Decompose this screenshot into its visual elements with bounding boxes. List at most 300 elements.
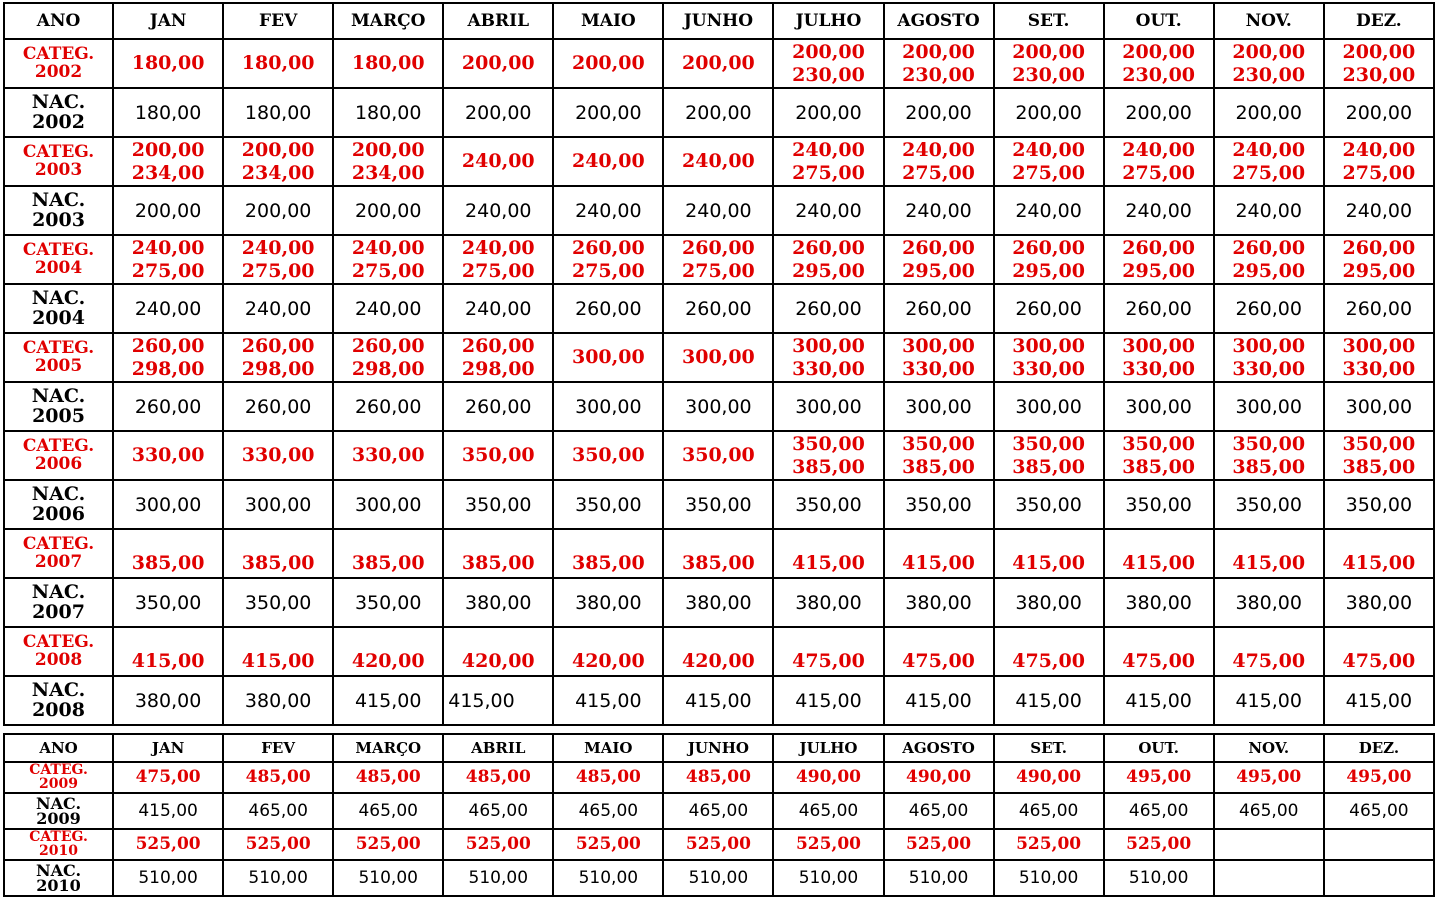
value-line: 420,00 [351, 650, 425, 673]
value-cell [113, 235, 223, 284]
value-line: 415,00 [905, 689, 972, 712]
value-cell [1324, 480, 1434, 529]
row-label-line: CATEG. [29, 829, 88, 846]
row-label-line: 2004 [34, 257, 83, 278]
value-cell [1214, 382, 1324, 431]
value-line: 415,00 [1232, 552, 1306, 575]
value-cell [1324, 829, 1434, 860]
value-cell [333, 235, 443, 284]
value-line: 200,00 [351, 138, 425, 161]
row-label [4, 529, 113, 578]
value-line: 525,00 [685, 834, 751, 855]
value-cell [1104, 284, 1214, 333]
value-line: 200,00 [1125, 101, 1192, 124]
value-line: 240,00 [244, 297, 312, 320]
value-cell [884, 137, 994, 186]
value-line: 295,00 [1342, 259, 1416, 282]
value-line: 350,00 [465, 493, 532, 516]
value-line: 275,00 [902, 161, 975, 184]
value-line: 260,00 [1122, 236, 1196, 259]
header-cell-month: MAIO [553, 3, 663, 39]
value-cell [443, 627, 553, 676]
value-line: 240,00 [354, 297, 422, 320]
value-cell [443, 235, 553, 284]
value-cell [663, 860, 773, 896]
value-line: 200,00 [1122, 40, 1196, 63]
value-cell [1324, 676, 1434, 725]
nacional-row [4, 88, 1434, 137]
value-line: 415,00 [1342, 552, 1416, 575]
value-line: 200,00 [792, 40, 865, 63]
header-cell-month: JULHO [773, 734, 883, 762]
value-line: 380,00 [134, 689, 202, 712]
value-cell [1104, 186, 1214, 235]
value-line: 465,00 [248, 801, 308, 821]
value-cell [663, 186, 773, 235]
value-line: 275,00 [682, 259, 755, 282]
value-cell [884, 39, 994, 88]
value-cell [113, 676, 223, 725]
value-cell [773, 333, 883, 382]
row-label [4, 676, 113, 725]
value-cell [443, 333, 553, 382]
row-label-line: NAC. [31, 678, 86, 701]
value-line: 180,00 [354, 101, 422, 124]
value-line: 525,00 [245, 834, 311, 855]
value-line: 490,00 [906, 767, 972, 788]
value-cell [443, 860, 553, 896]
value-line: 240,00 [905, 199, 972, 222]
value-line: 415,00 [448, 689, 515, 712]
header-cell-month: OUT. [1104, 3, 1214, 39]
value-cell [443, 137, 553, 186]
header-cell-month: ABRIL [443, 3, 553, 39]
value-line: 200,00 [134, 199, 202, 222]
value-cell [223, 627, 333, 676]
row-label-line: 2002 [32, 110, 85, 133]
value-line: 415,00 [575, 689, 642, 712]
value-cell [223, 333, 333, 382]
value-line: 510,00 [1128, 868, 1189, 888]
value-line: 380,00 [575, 591, 642, 614]
value-line: 350,00 [1012, 432, 1085, 455]
value-cell [223, 39, 333, 88]
value-line: 465,00 [1349, 801, 1409, 821]
value-line: 180,00 [244, 101, 312, 124]
value-line: 350,00 [1125, 493, 1192, 516]
value-cell [553, 793, 663, 829]
value-cell [994, 480, 1104, 529]
value-line: 260,00 [905, 297, 972, 320]
value-cell [443, 762, 553, 793]
row-label-line: NAC. [31, 286, 86, 309]
value-cell [1214, 529, 1324, 578]
value-cell [773, 860, 883, 896]
value-line: 200,00 [682, 52, 755, 75]
value-line: 180,00 [241, 52, 315, 75]
row-label [4, 235, 113, 284]
header-row [4, 734, 1434, 762]
value-line: 230,00 [792, 63, 865, 86]
value-line: 260,00 [244, 395, 312, 418]
value-line: 300,00 [575, 395, 642, 418]
value-cell [553, 762, 663, 793]
value-cell [553, 529, 663, 578]
value-line: 234,00 [131, 161, 205, 184]
value-cell [1214, 333, 1324, 382]
value-line: 240,00 [682, 150, 755, 173]
value-cell [553, 431, 663, 480]
row-label [4, 578, 113, 627]
value-line: 465,00 [908, 801, 969, 821]
value-cell [1214, 676, 1324, 725]
nacional-row [4, 793, 1434, 829]
value-line: 385,00 [902, 455, 975, 478]
row-label [4, 829, 113, 860]
value-cell [443, 480, 553, 529]
value-cell [884, 284, 994, 333]
value-line: 260,00 [571, 236, 645, 259]
value-line: 275,00 [241, 259, 315, 282]
value-line: 200,00 [1232, 40, 1306, 63]
value-line: 295,00 [1122, 259, 1196, 282]
value-line: 275,00 [1122, 161, 1196, 184]
row-label-line: CATEG. [22, 631, 95, 652]
value-cell [1104, 578, 1214, 627]
value-cell [884, 88, 994, 137]
value-line: 260,00 [792, 236, 865, 259]
value-cell [994, 860, 1104, 896]
value-cell [113, 39, 223, 88]
value-cell [1104, 333, 1214, 382]
value-cell [884, 382, 994, 431]
value-cell [773, 480, 883, 529]
value-line: 415,00 [792, 552, 865, 575]
value-line: 260,00 [465, 395, 532, 418]
value-cell [994, 235, 1104, 284]
value-line: 350,00 [1345, 493, 1413, 516]
value-line: 415,00 [1012, 552, 1085, 575]
value-line: 240,00 [575, 199, 642, 222]
value-cell [113, 186, 223, 235]
value-line: 485,00 [355, 767, 421, 788]
value-line: 510,00 [358, 868, 418, 888]
value-line: 525,00 [575, 834, 641, 855]
row-label-line: NAC. [31, 384, 86, 407]
value-line: 230,00 [1122, 63, 1196, 86]
value-line: 200,00 [354, 199, 422, 222]
value-line: 200,00 [465, 101, 532, 124]
value-line: 298,00 [461, 357, 535, 380]
value-line: 350,00 [1122, 432, 1196, 455]
row-label-line: CATEG. [22, 533, 95, 554]
value-line: 510,00 [1018, 868, 1079, 888]
value-line: 275,00 [1342, 161, 1416, 184]
value-cell [884, 578, 994, 627]
value-line: 240,00 [795, 199, 862, 222]
row-label [4, 284, 113, 333]
value-line: 200,00 [571, 52, 645, 75]
value-line: 385,00 [1122, 455, 1196, 478]
value-cell [223, 284, 333, 333]
value-line: 525,00 [355, 834, 421, 855]
value-line: 260,00 [1012, 236, 1085, 259]
value-cell [333, 762, 443, 793]
value-cell [1324, 529, 1434, 578]
value-cell [663, 39, 773, 88]
value-cell [1104, 431, 1214, 480]
value-cell [333, 284, 443, 333]
row-label-line: 2008 [34, 649, 83, 670]
value-line: 260,00 [1235, 297, 1302, 320]
value-line: 385,00 [792, 455, 865, 478]
row-label-line: NAC. [31, 482, 86, 505]
value-cell [113, 480, 223, 529]
value-line: 230,00 [1012, 63, 1085, 86]
value-cell [663, 284, 773, 333]
value-cell [553, 627, 663, 676]
value-line: 485,00 [465, 767, 531, 788]
row-label-line: 2004 [32, 306, 85, 329]
value-line: 350,00 [134, 591, 202, 614]
value-cell [1214, 480, 1324, 529]
value-cell [1104, 88, 1214, 137]
value-line: 490,00 [1016, 767, 1082, 788]
value-line: 415,00 [1122, 552, 1196, 575]
value-cell [1214, 793, 1324, 829]
value-line: 415,00 [1125, 689, 1192, 712]
value-cell [333, 676, 443, 725]
value-line: 275,00 [1232, 161, 1306, 184]
value-line: 415,00 [1015, 689, 1082, 712]
value-line: 295,00 [792, 259, 865, 282]
value-cell [663, 829, 773, 860]
value-line: 525,00 [1126, 834, 1192, 855]
header-cell-month: SET. [994, 734, 1104, 762]
value-cell [1104, 793, 1214, 829]
value-cell [443, 829, 553, 860]
value-cell [1214, 39, 1324, 88]
value-cell [443, 529, 553, 578]
value-cell [443, 431, 553, 480]
value-line: 180,00 [134, 101, 202, 124]
header-cell-month: DEZ. [1324, 3, 1434, 39]
value-line: 230,00 [902, 63, 975, 86]
value-cell [223, 480, 333, 529]
value-line: 300,00 [1342, 334, 1416, 357]
value-line: 330,00 [351, 444, 425, 467]
value-cell [1324, 235, 1434, 284]
value-cell [1324, 578, 1434, 627]
value-line: 350,00 [354, 591, 422, 614]
value-line: 275,00 [461, 259, 535, 282]
row-label [4, 860, 113, 896]
value-cell [1214, 762, 1324, 793]
value-cell [553, 382, 663, 431]
value-cell [223, 88, 333, 137]
value-line: 300,00 [682, 346, 755, 369]
row-label-line: CATEG. [29, 762, 88, 779]
value-cell [223, 186, 333, 235]
value-line: 300,00 [571, 346, 645, 369]
table-body [4, 3, 1434, 725]
value-line: 300,00 [1235, 395, 1302, 418]
value-cell [884, 829, 994, 860]
value-line: 298,00 [351, 357, 425, 380]
value-cell [333, 431, 443, 480]
value-line: 350,00 [571, 444, 645, 467]
categoria-row [4, 627, 1434, 676]
value-cell [553, 137, 663, 186]
value-cell [113, 382, 223, 431]
value-line: 465,00 [688, 801, 749, 821]
value-cell [443, 88, 553, 137]
value-line: 465,00 [798, 801, 859, 821]
value-line: 260,00 [902, 236, 975, 259]
value-line: 420,00 [571, 650, 645, 673]
value-cell [994, 829, 1104, 860]
value-line: 260,00 [575, 297, 642, 320]
value-line: 330,00 [1122, 357, 1196, 380]
value-cell [884, 529, 994, 578]
value-line: 330,00 [131, 444, 205, 467]
value-line: 240,00 [1232, 138, 1306, 161]
value-cell [663, 235, 773, 284]
value-cell [1324, 333, 1434, 382]
value-line: 300,00 [902, 334, 975, 357]
value-cell [443, 284, 553, 333]
value-line: 240,00 [685, 199, 752, 222]
value-line: 200,00 [905, 101, 972, 124]
value-line: 385,00 [351, 552, 425, 575]
value-cell [113, 529, 223, 578]
value-cell [884, 860, 994, 896]
value-line: 475,00 [1232, 650, 1306, 673]
value-cell [333, 186, 443, 235]
value-line: 490,00 [795, 767, 861, 788]
value-cell [223, 676, 333, 725]
value-line: 180,00 [351, 52, 425, 75]
value-line: 200,00 [685, 101, 752, 124]
value-cell [773, 793, 883, 829]
value-cell [1104, 529, 1214, 578]
value-cell [994, 39, 1104, 88]
value-line: 300,00 [244, 493, 312, 516]
value-line: 275,00 [792, 161, 865, 184]
categoria-row [4, 235, 1434, 284]
value-cell [884, 333, 994, 382]
value-cell [994, 578, 1104, 627]
value-cell [1104, 39, 1214, 88]
row-label [4, 431, 113, 480]
value-line: 415,00 [241, 650, 315, 673]
row-label-line: NAC. [36, 793, 82, 813]
value-line: 475,00 [1012, 650, 1085, 673]
row-label [4, 627, 113, 676]
row-label-line: 2007 [34, 551, 83, 572]
value-line: 465,00 [1018, 801, 1079, 821]
value-cell [994, 627, 1104, 676]
value-line: 200,00 [241, 138, 315, 161]
value-line: 330,00 [792, 357, 865, 380]
value-cell [333, 529, 443, 578]
row-label-line: CATEG. [22, 337, 95, 358]
value-line: 385,00 [571, 552, 645, 575]
value-line: 420,00 [461, 650, 535, 673]
value-cell [1104, 762, 1214, 793]
value-cell [1104, 676, 1214, 725]
value-line: 260,00 [1015, 297, 1082, 320]
value-line: 495,00 [1236, 767, 1302, 788]
value-cell [113, 793, 223, 829]
value-cell [113, 762, 223, 793]
value-cell [333, 333, 443, 382]
value-line: 260,00 [685, 297, 752, 320]
header-cell-month: AGOSTO [884, 3, 994, 39]
header-cell-month: AGOSTO [884, 734, 994, 762]
value-line: 200,00 [902, 40, 975, 63]
value-line: 350,00 [461, 444, 535, 467]
value-line: 380,00 [244, 689, 312, 712]
value-cell [113, 860, 223, 896]
row-label-line: CATEG. [22, 43, 95, 64]
value-cell [113, 431, 223, 480]
value-line: 300,00 [905, 395, 972, 418]
value-line: 350,00 [792, 432, 865, 455]
value-cell [1214, 860, 1324, 896]
value-line: 200,00 [461, 52, 535, 75]
header-cell-month: JAN [113, 3, 223, 39]
header-cell-month: JAN [113, 734, 223, 762]
value-cell [994, 333, 1104, 382]
salary-table-2009-2010 [3, 733, 1435, 897]
value-cell [663, 529, 773, 578]
value-line: 240,00 [902, 138, 975, 161]
value-cell [113, 333, 223, 382]
value-line: 240,00 [1235, 199, 1302, 222]
value-cell [884, 793, 994, 829]
value-cell [223, 829, 333, 860]
value-line: 350,00 [1342, 432, 1416, 455]
value-line: 240,00 [461, 236, 535, 259]
value-cell [113, 88, 223, 137]
value-cell [773, 235, 883, 284]
value-line: 330,00 [241, 444, 315, 467]
value-cell [1214, 235, 1324, 284]
value-cell [443, 186, 553, 235]
value-cell [884, 676, 994, 725]
value-cell [1324, 431, 1434, 480]
value-cell [333, 829, 443, 860]
value-cell [223, 137, 333, 186]
value-cell [1104, 382, 1214, 431]
value-line: 350,00 [1015, 493, 1082, 516]
value-cell [1324, 762, 1434, 793]
value-cell [333, 137, 443, 186]
value-line: 330,00 [1342, 357, 1416, 380]
value-line: 200,00 [1342, 40, 1416, 63]
row-label [4, 480, 113, 529]
value-line: 260,00 [1232, 236, 1306, 259]
value-line: 465,00 [468, 801, 529, 821]
value-cell [773, 762, 883, 793]
value-cell [1214, 578, 1324, 627]
row-label-line: 2002 [34, 61, 83, 82]
value-cell [333, 793, 443, 829]
categoria-row [4, 137, 1434, 186]
row-label-line: 2010 [36, 876, 81, 895]
value-line: 200,00 [1345, 101, 1413, 124]
